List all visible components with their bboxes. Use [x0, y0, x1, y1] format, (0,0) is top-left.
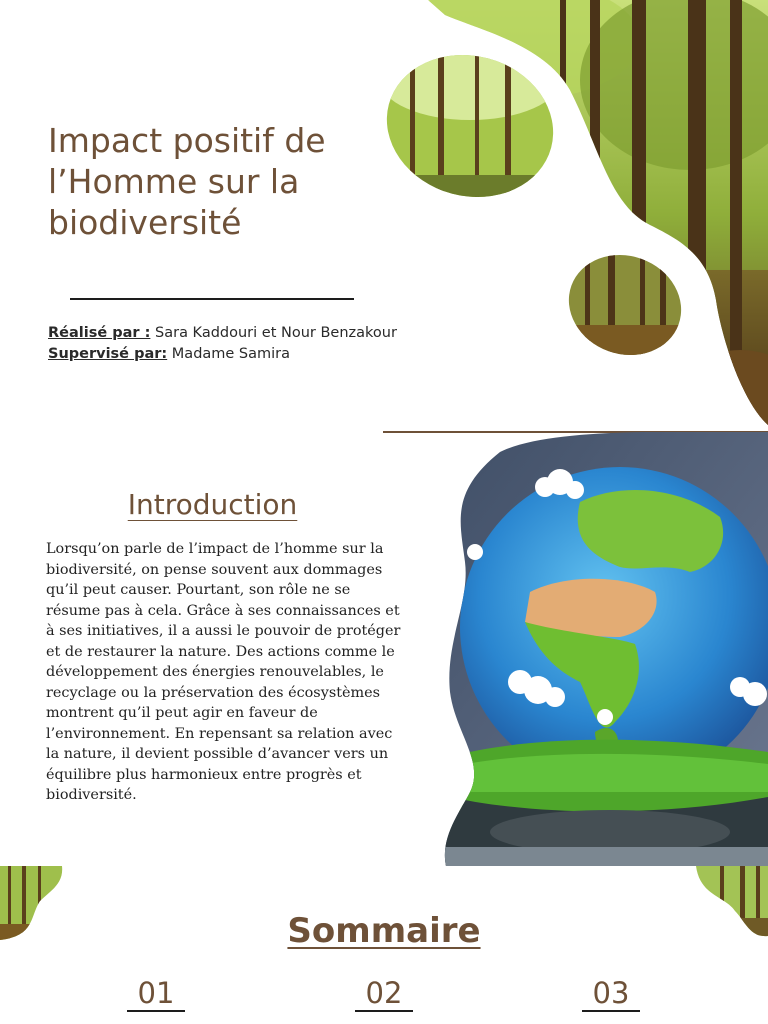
credits-block — [48, 323, 397, 365]
forest-corner-left — [0, 866, 64, 942]
title-line: Impact positif de — [48, 121, 326, 160]
supervisor-value: Madame Samira — [167, 346, 291, 362]
sommaire-number-01: 01 — [137, 976, 175, 1010]
authors-label: Réalisé par : — [48, 325, 151, 341]
cover-section — [0, 0, 768, 430]
earth-globe-illustration — [430, 432, 768, 866]
sommaire-number-underline — [582, 1010, 640, 1012]
title-line: biodiversité — [48, 203, 242, 242]
sommaire-heading: Sommaire — [287, 911, 481, 951]
forest-corner-right — [690, 866, 768, 938]
sommaire-number-underline — [355, 1010, 413, 1012]
introduction-text: Lorsqu’on parle de l’impact de l’homme sur la biodiversité, on pense souvent aux dommages qu’il peut causer. Pourtant, son rôle ne se résume pas à cela. Grâce à ses connaissances et à ses initiatives, il a aussi le pouvoir de protéger et de restaurer la nature. Des actions comme le développement des énergies renouvelables, le recyclage ou la préservation des écosystèmes montrent qu’il peut agir en faveur de l’environnement. En repensant sa relation avec la nature, il devient possible d’avancer vers un équilibre plus harmonieux entre progrès et biodiversité. — [46, 541, 401, 803]
supervisor-label: Supervisé par: — [48, 346, 168, 362]
page-title — [48, 120, 388, 243]
authors-value: Sara Kaddouri et Nour Benzakour — [150, 325, 397, 341]
introduction-heading: Introduction — [127, 488, 298, 521]
sommaire-number-03: 03 — [592, 976, 630, 1010]
title-divider — [70, 298, 354, 300]
authors-line — [48, 323, 397, 344]
supervisor-line — [48, 344, 397, 365]
title-line: l’Homme sur la — [48, 162, 300, 201]
sommaire-number-02: 02 — [365, 976, 403, 1010]
sommaire-number-underline — [127, 1010, 185, 1012]
